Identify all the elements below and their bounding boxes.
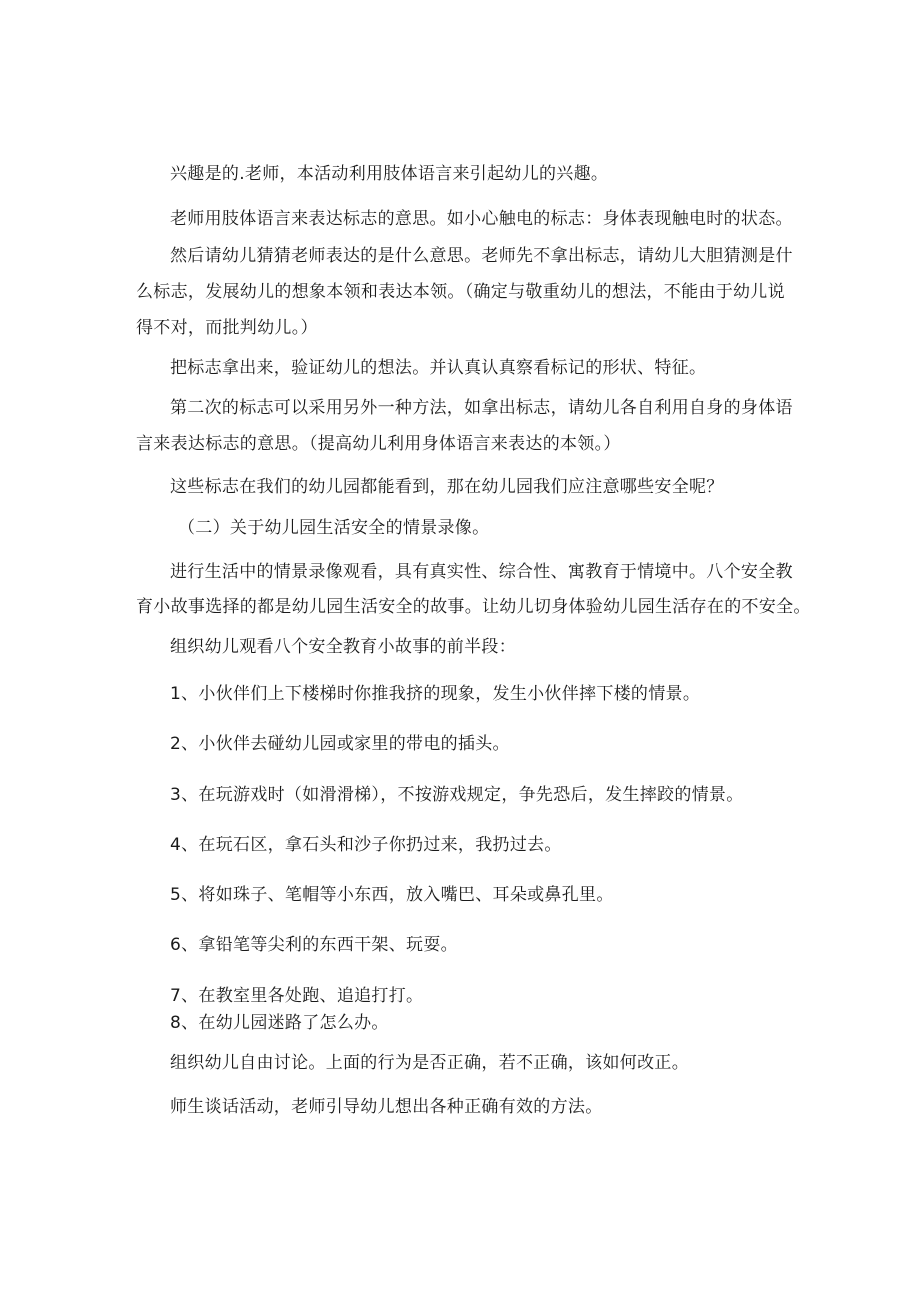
list-item: 5、将如珠子、笔帽等小东西，放入嘴巴、耳朵或鼻孔里。: [170, 885, 614, 905]
paragraph-line: 么标志，发展幼儿的想象本领和表达本领。（确定与敬重幼儿的想法，不能由于幼儿说: [136, 282, 785, 302]
list-item: 2、小伙伴去碰幼儿园或家里的带电的插头。: [170, 734, 510, 754]
paragraph-line: 兴趣是的.老师，本活动利用肢体语言来引起幼儿的兴趣。: [170, 164, 609, 184]
paragraph-line: 得不对，而批判幼儿。）: [136, 318, 318, 338]
paragraph-line: 第二次的标志可以采用另外一种方法，如拿出标志，请幼儿各自利用自身的身体语: [170, 398, 793, 418]
paragraph-line: 言来表达标志的意思。（提高幼儿利用身体语言来表达的本领。）: [136, 434, 621, 454]
list-item: 7、在教室里各处跑、追追打打。: [170, 986, 424, 1006]
paragraph-line: 这些标志在我们的幼儿园都能看到，那在幼儿园我们应注意哪些安全呢？: [170, 477, 724, 497]
list-item: 4、在玩石区，拿石头和沙子你扔过来，我扔过去。: [170, 835, 562, 855]
list-item: 6、拿铅笔等尖利的东西干架、玩耍。: [170, 935, 458, 955]
paragraph-line: 进行生活中的情景录像观看，具有真实性、综合性、寓教育于情境中。八个安全教: [170, 562, 793, 582]
paragraph-line: 把标志拿出来，验证幼儿的想法。并认真认真察看标记的形状、特征。: [170, 358, 707, 378]
paragraph-line: 师生谈话活动，老师引导幼儿想出各种正确有效的方法。: [170, 1097, 603, 1117]
paragraph-line: 老师用肢体语言来表达标志的意思。如小心触电的标志：身体表现触电时的状态。: [170, 209, 793, 229]
section-heading: （二）关于幼儿园生活安全的情景录像。: [178, 518, 490, 538]
list-item: 3、在玩游戏时（如滑滑梯），不按游戏规定，争先恐后，发生摔跤的情景。: [170, 785, 744, 805]
list-item: 1、小伙伴们上下楼梯时你推我挤的现象，发生小伙伴摔下楼的情景。: [170, 684, 701, 704]
paragraph-line: 育小故事选择的都是幼儿园生活安全的故事。让幼儿切身体验幼儿园生活存在的不安全。: [136, 597, 811, 617]
paragraph-line: 然后请幼儿猜猜老师表达的是什么意思。老师先不拿出标志，请幼儿大胆猜测是什: [170, 246, 793, 266]
list-item: 8、在幼儿园迷路了怎么办。: [170, 1013, 389, 1033]
paragraph-line: 组织幼儿观看八个安全教育小故事的前半段：: [170, 637, 516, 657]
paragraph-line: 组织幼儿自由讨论。上面的行为是否正确，若不正确，该如何改正。: [170, 1053, 689, 1073]
